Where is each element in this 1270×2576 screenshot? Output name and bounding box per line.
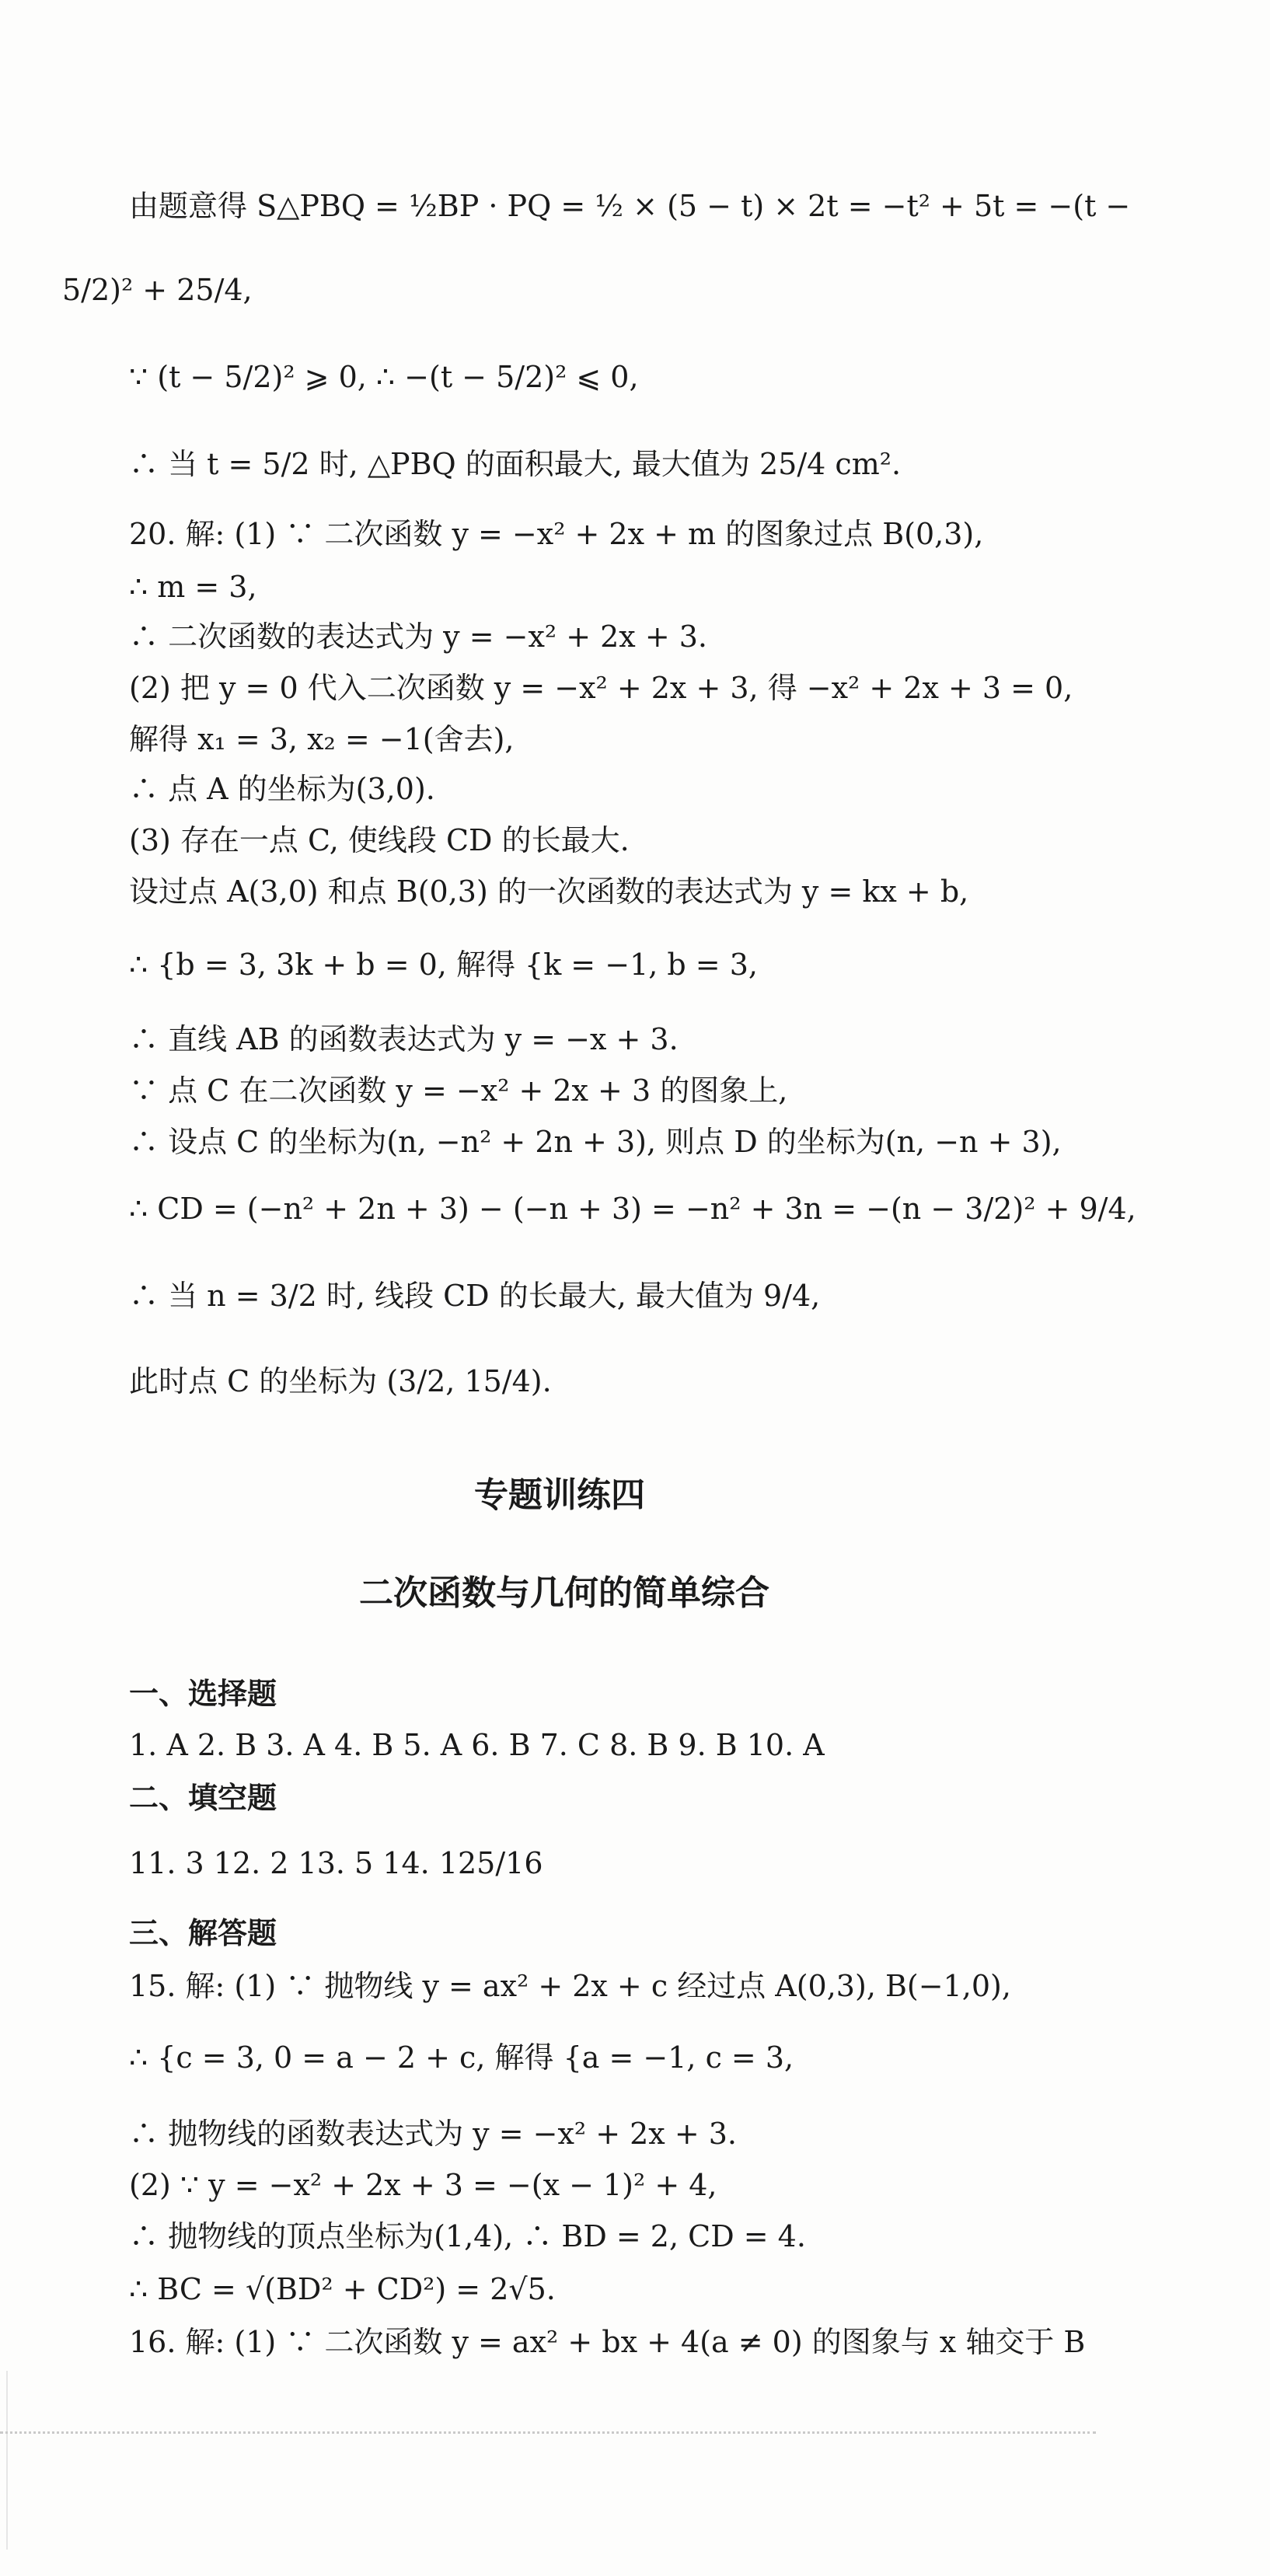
section-solutions: 三、解答题	[129, 1916, 277, 1950]
text-line-13: ∴ {b = 3, 3k + b = 0, 解得 {k = −1, b = 3,	[129, 948, 758, 982]
answers-multiple-choice: 1. A 2. B 3. A 4. B 5. A 6. B 7. C 8. B 9. B 10. A	[129, 1728, 825, 1762]
section-multiple-choice: 一、选择题	[129, 1677, 277, 1711]
margin-line	[6, 2371, 8, 2550]
text-line-2: 5/2)² + 25/4,	[62, 273, 253, 307]
text-line-14: ∴ 直线 AB 的函数表达式为 y = −x + 3.	[129, 1022, 679, 1056]
text-line-28: ∴ {c = 3, 0 = a − 2 + c, 解得 {a = −1, c = 3,	[129, 2040, 794, 2075]
text-line-18: ∴ 当 n = 3/2 时, 线段 CD 的长最大, 最大值为 9/4,	[129, 1279, 821, 1313]
text-line-15: ∵ 点 C 在二次函数 y = −x² + 2x + 3 的图象上,	[129, 1073, 788, 1108]
text-line-29: ∴ 抛物线的函数表达式为 y = −x² + 2x + 3.	[129, 2117, 737, 2151]
text-line-11: (3) 存在一点 C, 使线段 CD 的长最大.	[129, 823, 630, 857]
text-line-27: 15. 解: (1) ∵ 抛物线 y = ax² + 2x + c 经过点 A(0,3), B(−1,0),	[129, 1969, 1011, 2003]
section-fill-blank: 二、填空题	[129, 1781, 277, 1815]
dotted-divider	[0, 2431, 1096, 2434]
text-line-1: 由题意得 S△PBQ = ½BP · PQ = ½ × (5 − t) × 2t = −t² + 5t = −(t −	[129, 189, 1131, 223]
text-line-31: ∴ 抛物线的顶点坐标为(1,4), ∴ BD = 2, CD = 4.	[129, 2219, 806, 2253]
chapter-subtitle: 二次函数与几何的简单综合	[359, 1573, 769, 1613]
text-line-7: ∴ 二次函数的表达式为 y = −x² + 2x + 3.	[129, 620, 707, 654]
answers-fill-blank: 11. 3 12. 2 13. 5 14. 125/16	[129, 1846, 543, 1880]
text-line-9: 解得 x₁ = 3, x₂ = −1(舍去),	[129, 722, 515, 756]
text-line-19: 此时点 C 的坐标为 (3/2, 15/4).	[129, 1364, 552, 1398]
text-line-4: ∴ 当 t = 5/2 时, △PBQ 的面积最大, 最大值为 25/4 cm².	[129, 447, 902, 481]
text-line-16: ∴ 设点 C 的坐标为(n, −n² + 2n + 3), 则点 D 的坐标为(n, −n + 3),	[129, 1125, 1062, 1159]
text-line-30: (2) ∵ y = −x² + 2x + 3 = −(x − 1)² + 4,	[129, 2168, 717, 2202]
text-line-6: ∴ m = 3,	[129, 570, 257, 604]
chapter-title: 专题训练四	[474, 1475, 645, 1515]
text-line-32: ∴ BC = √(BD² + CD²) = 2√5.	[129, 2272, 556, 2306]
text-line-3: ∵ (t − 5/2)² ⩾ 0, ∴ −(t − 5/2)² ⩽ 0,	[129, 360, 639, 394]
text-line-5: 20. 解: (1) ∵ 二次函数 y = −x² + 2x + m 的图象过点 B(0,3),	[129, 517, 984, 551]
text-line-10: ∴ 点 A 的坐标为(3,0).	[129, 772, 435, 806]
text-line-8: (2) 把 y = 0 代入二次函数 y = −x² + 2x + 3, 得 −x² + 2x + 3 = 0,	[129, 671, 1073, 705]
text-line-12: 设过点 A(3,0) 和点 B(0,3) 的一次函数的表达式为 y = kx + b,	[129, 874, 969, 909]
text-line-17: ∴ CD = (−n² + 2n + 3) − (−n + 3) = −n² + 3n = −(n − 3/2)² + 9/4,	[129, 1192, 1136, 1226]
text-line-33: 16. 解: (1) ∵ 二次函数 y = ax² + bx + 4(a ≠ 0) 的图象与 x 轴交于 B	[129, 2325, 1086, 2359]
